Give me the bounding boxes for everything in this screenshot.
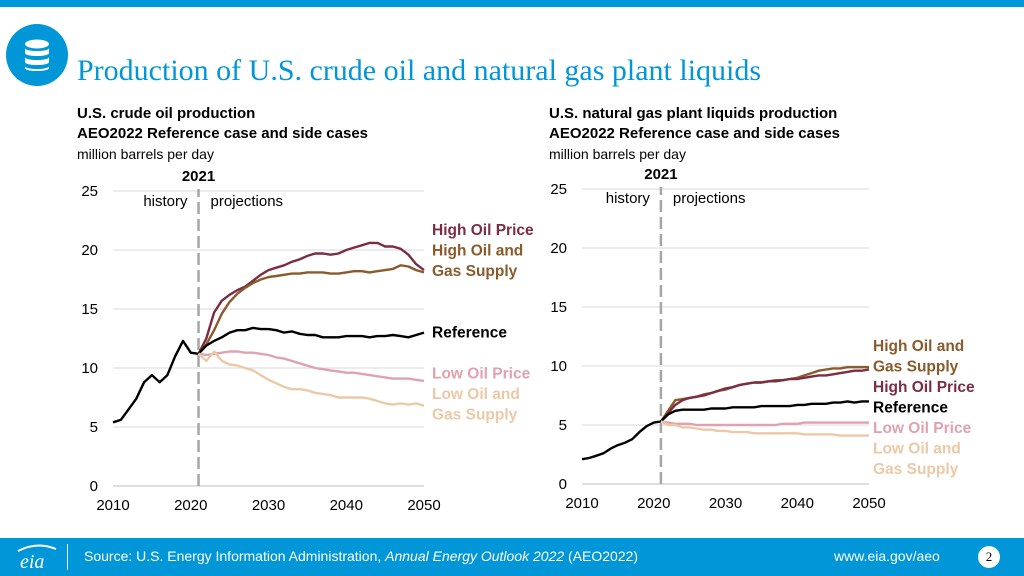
crude-legend-label-low-oil-and: Low Oil and — [432, 386, 520, 403]
crude-x-tick-label: 2050 — [407, 497, 441, 514]
ngpl-history-label: history — [605, 190, 650, 207]
ngpl-series-low-oil-price — [661, 422, 869, 426]
ngpl-legend-label-reference: Reference — [873, 399, 948, 417]
ngpl-y-tick-label: 15 — [550, 299, 567, 316]
crude-projections-label: projections — [210, 193, 284, 210]
eia-logo-icon — [14, 541, 60, 573]
ngpl-y-tick-label: 5 — [558, 417, 567, 434]
ngpl-x-tick-label: 2020 — [637, 495, 671, 512]
footer-divider — [67, 544, 68, 570]
eia-logo-text: eia — [20, 551, 45, 573]
ngpl-x-tick-label: 2040 — [780, 495, 814, 512]
right-chart-unit: million barrels per day — [549, 146, 686, 162]
ngpl-x-tick-label: 2050 — [852, 495, 886, 512]
crude-y-tick-label: 10 — [81, 360, 98, 377]
ngpl-legend-label-gas-supply: Gas Supply — [873, 461, 959, 478]
left-chart-title: U.S. crude oil production — [77, 105, 256, 122]
left-chart-case-line: AEO2022 Reference case and side cases — [77, 125, 369, 142]
ngpl-y-tick-label: 0 — [558, 476, 567, 493]
footer-url[interactable]: www.eia.gov/aeo — [834, 548, 940, 564]
source-suffix: (AEO2022) — [564, 548, 639, 564]
ngpl-legend-label-high-oil-and: High Oil and — [873, 338, 965, 355]
left-chart-unit: million barrels per day — [77, 146, 214, 162]
crude-legend-label-gas-supply: Gas Supply — [432, 406, 518, 424]
crude-history-label: history — [143, 193, 188, 210]
crude-divider-year-label: 2021 — [181, 168, 216, 185]
crude-legend-label-low-oil-price: Low Oil Price — [432, 365, 531, 383]
ngpl-x-tick-label: 2010 — [565, 495, 599, 512]
source-title: Annual Energy Outlook 2022 — [385, 548, 565, 564]
ngpl-y-tick-label: 25 — [550, 181, 567, 198]
source-prefix: Source: U.S. Energy Information Administration, — [84, 548, 386, 564]
ngpl-series-high-oil-price — [661, 370, 869, 422]
ngpl-projections-label: projections — [672, 190, 746, 207]
footer-source — [84, 548, 638, 564]
crude-y-tick-label: 5 — [89, 419, 98, 436]
ngpl-y-tick-label: 20 — [550, 240, 567, 257]
ngpl-legend-label-low-oil-price: Low Oil Price — [873, 420, 972, 437]
crude-x-tick-label: 2020 — [174, 497, 208, 514]
crude-y-tick-label: 15 — [81, 301, 98, 318]
crude-x-tick-label: 2030 — [251, 497, 286, 514]
crude-legend-label-reference: Reference — [432, 324, 507, 342]
footer-bar — [0, 538, 1024, 576]
right-chart-title: U.S. natural gas plant liquids production — [549, 105, 838, 122]
ngpl-legend-label-low-oil-and: Low Oil and — [873, 440, 961, 458]
right-chart-case-line: AEO2022 Reference case and side cases — [549, 125, 841, 142]
crude-legend-label-gas-supply: Gas Supply — [432, 263, 518, 280]
ngpl-x-tick-label: 2030 — [708, 495, 743, 512]
ngpl-y-tick-label: 10 — [550, 358, 567, 375]
ngpl-legend-label-high-oil-price: High Oil Price — [873, 379, 975, 396]
crude-y-tick-label: 0 — [89, 478, 98, 495]
ngpl-divider-year-label: 2021 — [644, 166, 678, 183]
crude-x-tick-label: 2010 — [96, 497, 130, 514]
crude-legend-label-high-oil-price: High Oil Price — [432, 222, 534, 239]
crude-x-tick-label: 2040 — [329, 497, 363, 514]
crude-legend-label-high-oil-and: High Oil and — [432, 242, 524, 260]
ngpl-legend-label-gas-supply: Gas Supply — [873, 358, 959, 376]
ngpl-series-high-oil-and-gas-supply — [661, 367, 869, 421]
crude-y-tick-label: 25 — [81, 183, 98, 200]
page-title: Production of U.S. crude oil and natural gas plant liquids — [77, 54, 762, 87]
page-number: 2 — [978, 546, 1000, 568]
crude-y-tick-label: 20 — [81, 242, 98, 259]
